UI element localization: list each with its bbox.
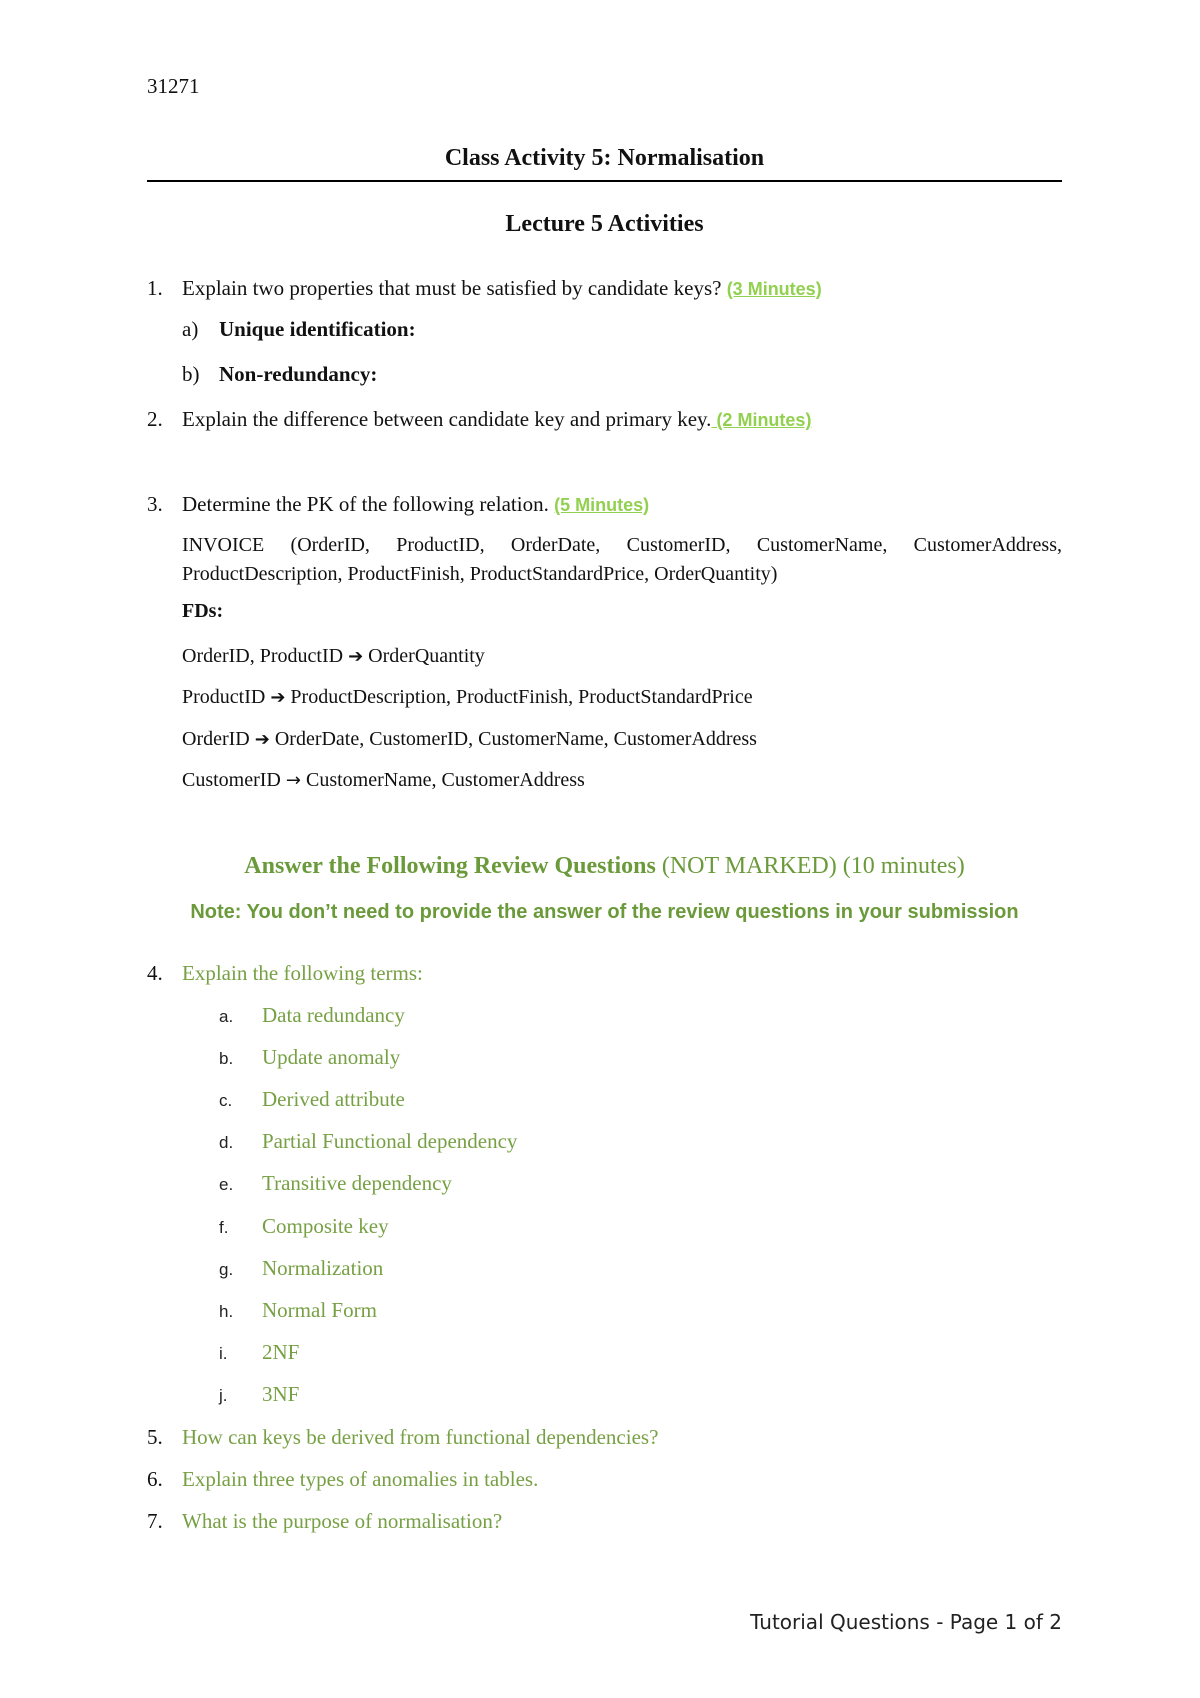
review-heading-bold: Answer the Following Review Questions	[244, 853, 656, 879]
q3-number: 3.	[147, 492, 163, 516]
term-text: Transitive dependency	[262, 1171, 452, 1195]
q6-number: 6.	[147, 1467, 163, 1491]
page-footer: Tutorial Questions - Page 1 of 2	[750, 1610, 1062, 1634]
q1a-letter: a)	[182, 317, 199, 341]
term-letter: f.	[219, 1218, 229, 1237]
arrow-right-icon: ➔	[254, 729, 270, 750]
fd-row	[182, 728, 757, 751]
document-title: Class Activity 5: Normalisation	[444, 145, 765, 171]
q7-number: 7.	[147, 1509, 163, 1533]
q3-minutes: (5 Minutes)	[554, 495, 650, 515]
fd-heading: FDs:	[182, 600, 224, 622]
q6-text: Explain three types of anomalies in tables.	[182, 1467, 539, 1491]
term-text: Update anomaly	[262, 1045, 401, 1069]
fd-rhs: OrderQuantity	[368, 645, 485, 667]
term-letter: e.	[219, 1175, 234, 1194]
fd-row	[182, 769, 585, 792]
q3-text: Determine the PK of the following relation.	[182, 492, 549, 516]
q1-text: Explain two properties that must be satisfied by candidate keys?	[182, 276, 722, 300]
q1-minutes: (3 Minutes)	[726, 279, 822, 299]
q2-number: 2.	[147, 407, 163, 431]
q1-text-line	[182, 276, 822, 301]
q1b-letter: b)	[182, 362, 200, 386]
arrow-right-icon: ➔	[348, 646, 364, 667]
term-letter: g.	[219, 1260, 234, 1279]
review-note: Note: You don’t need to provide the answer of the review questions in your submission	[190, 901, 1019, 923]
q7-text: What is the purpose of normalisation?	[182, 1509, 503, 1533]
q1-number: 1.	[147, 276, 163, 300]
term-letter: i.	[219, 1344, 228, 1363]
fd-lhs: CustomerID	[182, 769, 281, 791]
arrow-right-icon: →	[285, 770, 301, 791]
term-text: Derived attribute	[262, 1087, 405, 1111]
term-text: Normal Form	[262, 1298, 377, 1322]
term-text: Partial Functional dependency	[262, 1129, 518, 1153]
q4-text: Explain the following terms:	[182, 961, 423, 985]
term-text: 3NF	[262, 1382, 300, 1406]
fd-rhs: CustomerName, CustomerAddress	[305, 769, 585, 791]
q5-number: 5.	[147, 1425, 163, 1449]
q2-text-line	[182, 407, 811, 432]
review-heading-rest: (NOT MARKED) (10 minutes)	[655, 853, 965, 879]
term-letter: d.	[219, 1133, 234, 1152]
q2-minutes: (2 Minutes)	[711, 410, 812, 430]
fd-row	[182, 686, 753, 709]
fd-rhs: OrderDate, CustomerID, CustomerName, CustomerAddress	[274, 728, 757, 750]
term-letter: a.	[219, 1007, 234, 1026]
arrow-right-icon: ➔	[270, 687, 286, 708]
fd-row	[182, 645, 485, 668]
term-text: Normalization	[262, 1256, 384, 1280]
term-text: Data redundancy	[262, 1003, 405, 1027]
q4-number: 4.	[147, 961, 163, 985]
term-text: Composite key	[262, 1214, 389, 1238]
q3-text-line	[182, 492, 649, 517]
fd-lhs: OrderID	[182, 728, 250, 750]
q2-text: Explain the difference between candidate key and primary key.	[182, 407, 712, 431]
q1b-text: Non-redundancy:	[219, 362, 378, 386]
q5-text: How can keys be derived from functional dependencies?	[182, 1425, 659, 1449]
fd-lhs: ProductID	[182, 686, 266, 708]
term-text: 2NF	[262, 1340, 300, 1364]
title-divider	[147, 180, 1062, 182]
term-letter: b.	[219, 1049, 234, 1068]
fd-rhs: ProductDescription, ProductFinish, ProductStandardPrice	[290, 686, 753, 708]
course-code: 31271	[147, 74, 200, 98]
term-letter: j.	[219, 1386, 228, 1405]
section-title: Lecture 5 Activities	[505, 211, 704, 237]
term-letter: c.	[219, 1091, 233, 1110]
invoice-relation: INVOICE (OrderID, ProductID, OrderDate, CustomerID, CustomerName, CustomerAddress, ProductDescription, ProductFinish, ProductStandardPrice, OrderQuantity)	[182, 534, 1062, 585]
fd-lhs: OrderID, ProductID	[182, 645, 344, 667]
review-heading	[147, 853, 1062, 880]
term-letter: h.	[219, 1302, 234, 1321]
q1a-text: Unique identification:	[219, 317, 416, 341]
